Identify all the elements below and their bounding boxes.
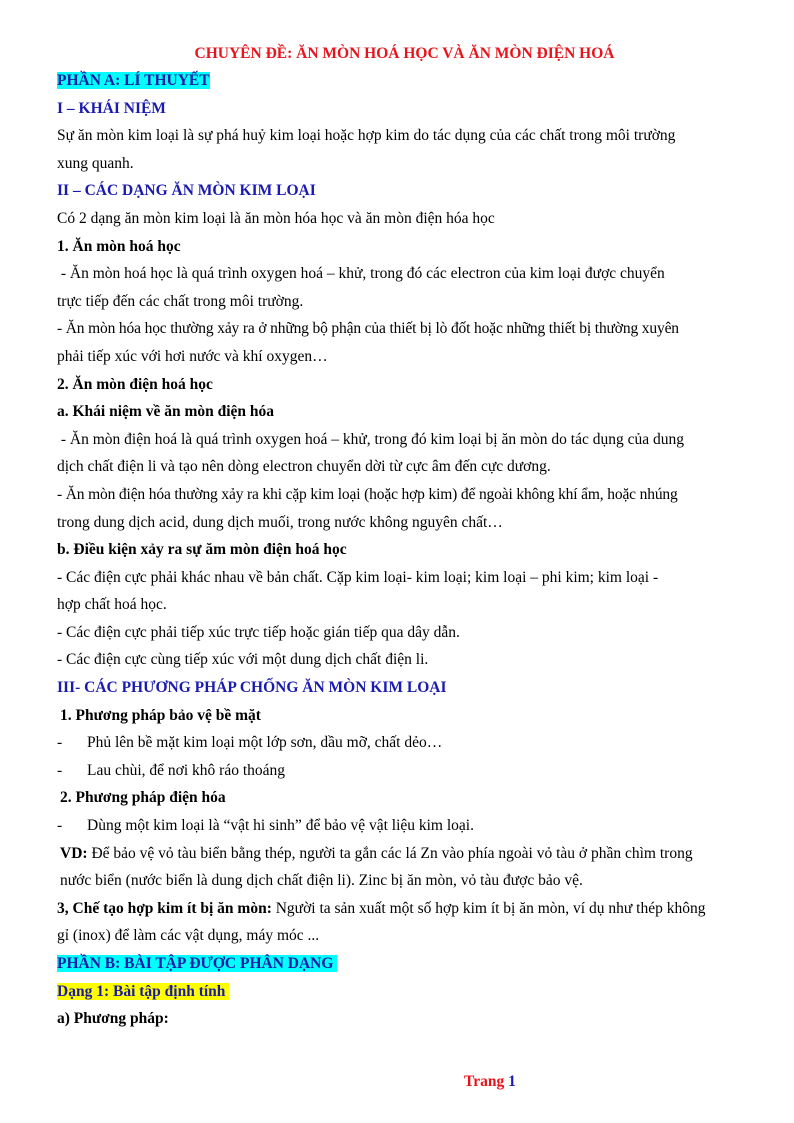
electrochemical-corrosion-heading: 2. Ăn mòn điện hoá học: [57, 375, 213, 393]
method-2-heading: 2. Phương pháp điện hóa: [60, 789, 226, 807]
electrochemical-definition-text: - Ăn mòn điện hóa thường xảy ra khi cặp kim loại (hoặc hợp kim) để ngoài không khí ẩm, hoặc nhúng: [57, 485, 678, 503]
condition-text: hợp chất hoá học.: [57, 596, 167, 614]
condition-text: - Các điện cực cùng tiếp xúc với một dung dịch chất điện li.: [57, 651, 429, 669]
page-footer: [464, 1073, 516, 1091]
method-1-heading: 1. Phương pháp bảo vệ bề mặt: [60, 706, 261, 724]
page-number: 1: [508, 1073, 516, 1090]
chemical-corrosion-heading: 1. Ăn mòn hoá học: [57, 237, 181, 255]
part-b-heading: PHẦN B: BÀI TẬP ĐƯỢC PHÂN DẠNG: [57, 955, 338, 972]
method-3-label: 3, Chế tạo hợp kim ít bị ăn mòn:: [57, 899, 272, 917]
condition-text: - Các điện cực phải khác nhau về bản chất. Cặp kim loại- kim loại; kim loại – phi kim; kim loại -: [57, 568, 659, 586]
example-text: Để bảo vệ vỏ tàu biển bằng thép, người ta gắn các lá Zn vào phía ngoài vỏ tàu ở phần chìm trong: [87, 844, 693, 862]
method-2-item: [57, 812, 740, 840]
method-1-item: [57, 757, 740, 785]
method-subheading: a) Phương pháp:: [57, 1010, 169, 1028]
part-a-heading: PHẦN A: LÍ THUYẾT: [57, 72, 210, 89]
example-label: VD:: [60, 844, 88, 862]
list-dash: -: [57, 817, 63, 835]
method-2-item-text: Dùng một kim loại là “vật hi sinh” để bảo vệ vật liệu kim loại.: [87, 817, 474, 835]
electrochemical-conditions-heading: b. Điều kiện xảy ra sự ăm mòn điện hoá học: [57, 541, 347, 559]
list-dash: -: [57, 734, 63, 752]
section-1-text-line: xung quanh.: [57, 154, 134, 172]
list-dash: -: [57, 761, 63, 779]
electrochemical-definition-text: dịch chất điện li và tạo nên dòng electron chuyển dời từ cực âm đến cực dương.: [57, 458, 551, 476]
example-text: nước biển (nước biển là dung dịch chất điện li). Zinc bị ăn mòn, vỏ tàu được bảo vệ.: [60, 872, 583, 890]
method-1-item: [57, 729, 740, 757]
example-paragraph: [57, 840, 740, 868]
document-title: CHUYÊN ĐỀ: ĂN MÒN HOÁ HỌC VÀ ĂN MÒN ĐIỆN HOÁ: [194, 45, 615, 62]
type-1-heading: Dạng 1: Bài tập định tính: [57, 982, 230, 1000]
method-3-text: gỉ (inox) để làm các vật dụng, máy móc ...: [57, 927, 320, 945]
method-3-text: Người ta sản xuất một số hợp kim ít bị ăn mòn, ví dụ như thép không: [271, 899, 706, 917]
chemical-corrosion-text: - Ăn mòn hóa học thường xảy ra ở những bộ phận của thiết bị lò đốt hoặc những thiết bị thường xuyên: [57, 320, 679, 338]
condition-text: - Các điện cực phải tiếp xúc trực tiếp hoặc gián tiếp qua dây dẫn.: [57, 623, 460, 641]
chemical-corrosion-text: trực tiếp đến các chất trong môi trường.: [57, 292, 304, 310]
chemical-corrosion-text: phải tiếp xúc với hơi nước và khí oxygen…: [57, 347, 328, 365]
electrochemical-definition-heading: a. Khái niệm về ăn mòn điện hóa: [57, 403, 275, 421]
page-label: Trang: [464, 1073, 509, 1090]
document-page: [57, 40, 740, 1033]
method-3-paragraph: [57, 895, 740, 923]
electrochemical-definition-text: trong dung dịch acid, dung dịch muối, trong nước không nguyên chất…: [57, 513, 503, 531]
section-2-heading: II – CÁC DẠNG ĂN MÒN KIM LOẠI: [57, 182, 316, 200]
section-1-text-line: Sự ăn mòn kim loại là sự phá huỷ kim loại hoặc hợp kim do tác dụng của các chất trong môi trường: [57, 127, 676, 145]
method-1-item-text: Lau chùi, để nơi khô ráo thoáng: [87, 761, 286, 779]
electrochemical-definition-text: - Ăn mòn điện hoá là quá trình oxygen hoá – khử, trong đó kim loại bị ăn mòn do tác dụng của dung: [57, 430, 684, 448]
method-1-item-text: Phủ lên bề mặt kim loại một lớp sơn, dầu mỡ, chất dẻo…: [87, 734, 443, 752]
section-2-intro: Có 2 dạng ăn mòn kim loại là ăn mòn hóa học và ăn mòn điện hóa học: [57, 209, 495, 227]
section-1-heading: I – KHÁI NIỆM: [57, 99, 166, 117]
section-3-heading: III- CÁC PHƯƠNG PHÁP CHỐNG ĂN MÒN KIM LOẠI: [57, 679, 447, 697]
chemical-corrosion-text: - Ăn mòn hoá học là quá trình oxygen hoá – khử, trong đó các electron của kim loại được chuyển: [57, 265, 665, 283]
